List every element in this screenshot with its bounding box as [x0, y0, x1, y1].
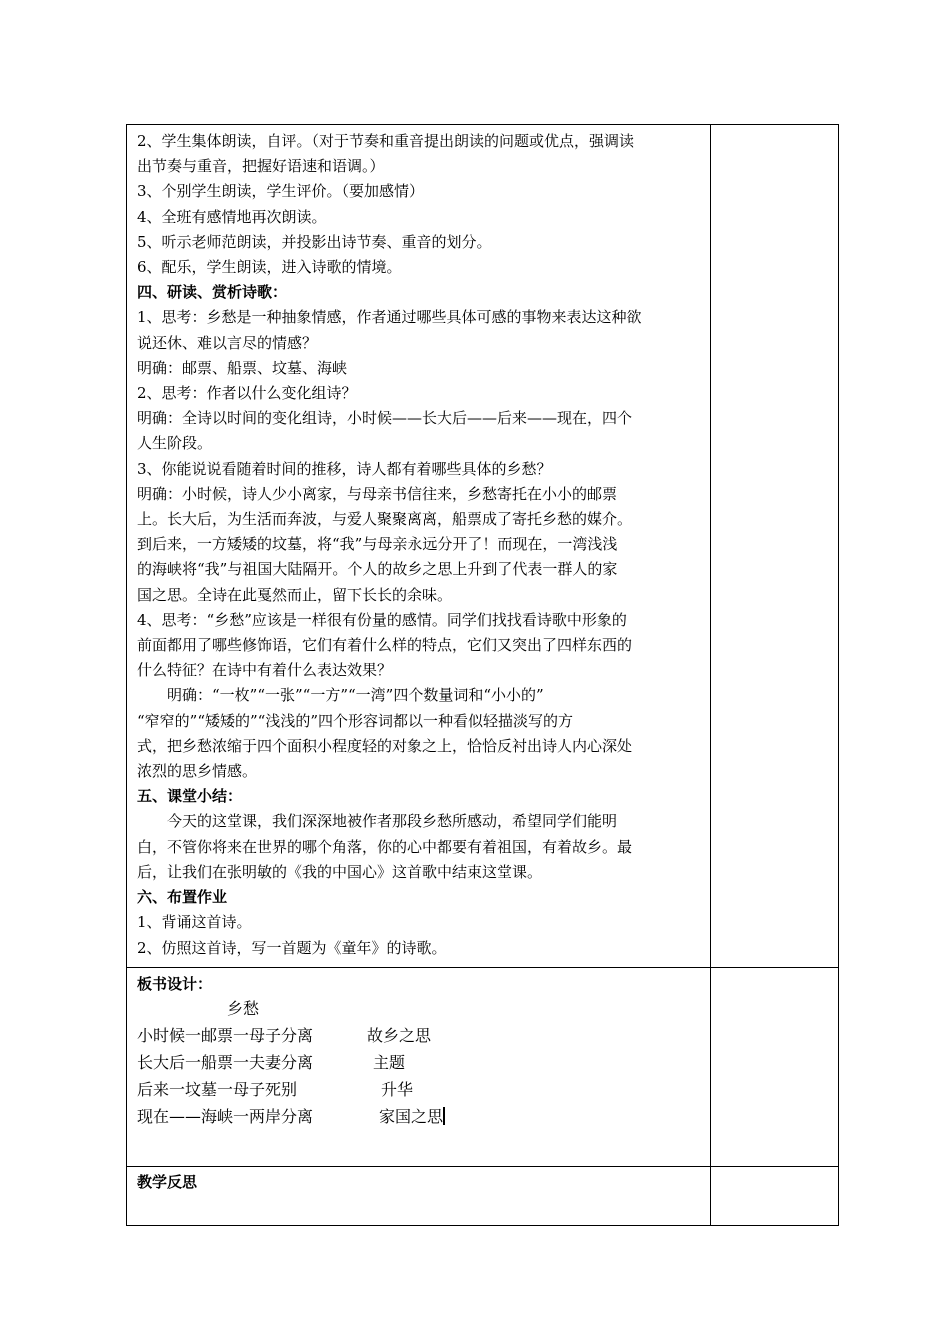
text-line: 出节奏与重音，把握好语速和语调。）: [137, 157, 385, 176]
text-line: 国之思。全诗在此戛然而止，留下长长的余味。: [137, 585, 453, 604]
board-line: [137, 1076, 700, 1103]
reflection-title: 教学反思: [137, 1172, 198, 1191]
board-line-right-text: 家国之思: [379, 1106, 444, 1126]
main-row: [127, 125, 839, 968]
board-line-right: [367, 1103, 445, 1130]
board-row: [127, 967, 839, 1166]
text-line: 上。长大后，为生活而奔波，与爱人聚聚离离，船票成了寄托乡愁的媒介。: [137, 510, 633, 529]
section-heading: 五、课堂小结：: [137, 787, 243, 806]
text-line: 前面都用了哪些修饰语，它们有着什么样的特点，它们又突出了四样东西的: [137, 636, 633, 655]
board-line: [137, 1049, 700, 1076]
board-line-right: 升华: [381, 1079, 414, 1099]
side-cell: [711, 125, 839, 968]
text-line: 4、思考：“乡愁”应该是一样很有份量的感情。同学们找找看诗歌中形象的: [137, 610, 627, 629]
main-cell: [127, 125, 711, 968]
board-line-left: 现在——海峡一两岸分离: [137, 1106, 314, 1126]
text-line: 1、背诵这首诗。: [137, 913, 252, 932]
text-line: 明确：邮票、船票、坟墓、海峡: [137, 358, 348, 377]
text-line: 今天的这堂课，我们深深地被作者那段乡愁所感动，希望同学们能明: [167, 812, 618, 831]
text-line: 2、仿照这首诗，写一首题为《童年》的诗歌。: [137, 938, 447, 957]
reflection-row: [127, 1166, 839, 1225]
text-line: “窄窄的”“矮矮的”“浅浅的”四个形容词都以一种看似轻描淡写的方: [137, 711, 574, 730]
text-line: 到后来，一方矮矮的坟墓，将“我”与母亲永远分开了！而现在，一湾浅浅: [137, 535, 618, 554]
reflection-side-cell: [711, 1166, 839, 1225]
section-heading: 四、研读、赏析诗歌：: [137, 283, 288, 302]
text-line: 明确：全诗以时间的变化组诗，小时候——长大后——后来——现在，四个: [137, 409, 633, 428]
section-heading: 六、布置作业: [137, 888, 228, 907]
text-line: 浓烈的思乡情感。: [137, 762, 258, 781]
reflection-cell: [127, 1166, 711, 1225]
board-line-left: 后来一坟墓一母子死别: [137, 1079, 298, 1099]
board-line: [137, 1103, 700, 1130]
text-line: 人生阶段。: [137, 434, 213, 453]
text-line: 5、听示老师范朗读，并投影出诗节奏、重音的划分。: [137, 232, 492, 251]
board-design: [127, 968, 710, 1166]
text-line: 白，不管你将来在世界的哪个角落，你的心中都要有着祖国，有着故乡。最: [137, 837, 633, 856]
board-side-cell: [711, 967, 839, 1166]
text-line: 1、思考：乡愁是一种抽象情感，作者通过哪些具体可感的事物来表达这种欲: [137, 308, 642, 327]
text-line: 3、你能说说看随着时间的推移，诗人都有着哪些具体的乡愁？: [137, 459, 552, 478]
text-line: 2、学生集体朗读，自评。（对于节奏和重音提出朗读的问题或优点，强调读: [137, 132, 635, 150]
board-line-right: 故乡之思: [367, 1025, 432, 1045]
text-line: 什么特征？在诗中有着什么表达效果？: [137, 661, 393, 680]
text-line: 2、思考：作者以什么变化组诗？: [137, 384, 357, 403]
text-line: 6、配乐，学生朗读，进入诗歌的情境。: [137, 258, 402, 277]
board-line-left: 长大后一船票一夫妻分离: [137, 1052, 314, 1072]
board-line: [137, 1022, 700, 1049]
text-line: 式，把乡愁浓缩于四个面积小程度轻的对象之上，恰恰反衬出诗人内心深处: [137, 736, 633, 755]
lesson-plan-table: [126, 124, 839, 1226]
lesson-content: [127, 125, 710, 967]
text-line: 明确：“一枚”“一张”“一方”“一湾”四个数量词和“小小的”: [167, 686, 544, 705]
text-line: 明确：小时候，诗人少小离家，与母亲书信往来，乡愁寄托在小小的邮票: [137, 484, 618, 503]
text-cursor: [443, 1107, 445, 1125]
text-line: 后，让我们在张明敏的《我的中国心》这首歌中结束这堂课。: [137, 862, 543, 881]
board-cell: [127, 967, 711, 1166]
board-title: 板书设计：: [137, 974, 213, 993]
text-line: 4、全班有感情地再次朗读。: [137, 207, 327, 226]
text-line: 的海峡将“我”与祖国大陆隔开。个人的故乡之思上升到了代表一群人的家: [137, 560, 618, 579]
text-line: 3、个别学生朗读，学生评价。（要加感情）: [137, 182, 425, 201]
text-line: 说还休、难以言尽的情感？: [137, 333, 318, 352]
board-line-left: 小时候一邮票一母子分离: [137, 1025, 314, 1045]
board-line-right: 主题: [373, 1052, 406, 1072]
board-subtitle: 乡愁: [227, 998, 260, 1018]
